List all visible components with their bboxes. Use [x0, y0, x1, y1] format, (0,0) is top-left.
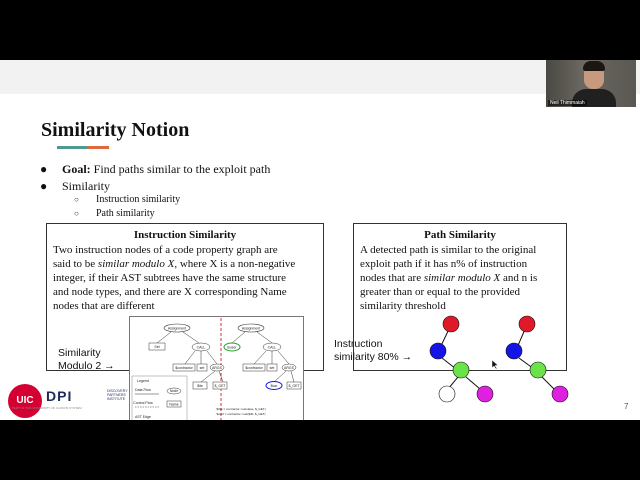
path-line-5: similarity threshold	[360, 300, 446, 312]
node-label: $contractor	[245, 365, 263, 370]
sub-bullet-path-text: Path similarity	[96, 208, 155, 219]
instruction-line-2: said to be similar modulo X, where X is a non-negative	[53, 258, 296, 270]
path-similarity-text	[360, 243, 560, 313]
node-label: Assignment	[241, 326, 261, 331]
similarity-note-line-1: Similarity	[58, 347, 101, 359]
sub-bullet-instruction-text: Instruction similarity	[96, 194, 181, 205]
path-graph	[420, 314, 580, 414]
title-underline-teal	[57, 146, 87, 149]
legend-title: Legend	[137, 379, 149, 383]
logo-group	[8, 382, 138, 420]
ast-subtree-diagram	[129, 316, 304, 420]
node-label: $ite	[197, 383, 203, 388]
legend-name: Name	[169, 402, 179, 407]
graph-node-green-left	[453, 362, 469, 378]
instruction-line-3: integer, if their AST subtrees have the same structure	[53, 272, 287, 284]
slide	[0, 60, 640, 420]
bullet-dot-icon: ●	[40, 179, 48, 193]
node-label: Assignment	[167, 326, 187, 331]
bullet-dot-icon: ●	[40, 162, 48, 176]
webcam-person-hair	[583, 61, 605, 71]
mouse-cursor-icon	[492, 360, 500, 370]
sub-bullet-instruction	[74, 194, 180, 205]
node-label: ARGS	[284, 365, 294, 370]
dpi-logo: DPI	[46, 388, 73, 404]
node-label: CALL	[196, 345, 206, 350]
bullet-similarity-text: Similarity	[62, 179, 110, 193]
node-label: $var	[270, 383, 278, 388]
webcam-name-label: Neil Thimmaiah	[550, 100, 585, 106]
legend-control-flow: Control Flow	[133, 401, 153, 405]
graph-node-red-right	[519, 316, 535, 332]
dpi-subtitle: DISCOVERY PARTNERS INSTITUTE	[107, 389, 128, 401]
bullet-goal	[40, 162, 270, 177]
node-label: $_GET	[288, 383, 300, 388]
path-line-2: exploit path if it has n% of instruction	[360, 258, 528, 270]
graph-edge	[542, 377, 554, 389]
path-line-1: A detected path is similar to the original	[360, 244, 537, 256]
graph-node-magenta-left	[477, 386, 493, 402]
uic-subtitle: PART OF THE UNIVERSITY OF ILLINOIS SYSTEM	[12, 406, 82, 410]
path-line-3: nodes that are similar modulo X and n is	[360, 272, 538, 284]
instruction-similarity-text	[53, 243, 317, 313]
instruction-similarity-title: Instruction Similarity	[133, 229, 237, 241]
instruction-line-1: Two instruction nodes of a code property graph are	[53, 244, 278, 256]
webcam-thumbnail	[546, 60, 636, 107]
legend-node: Node	[169, 389, 179, 393]
instruction-line-4: and node types, and there are X corresponding Name	[53, 286, 287, 298]
node-label: Buser	[227, 345, 237, 350]
uic-logo: UIC	[8, 384, 42, 418]
bullet-goal-label: Goal:	[62, 162, 91, 176]
node-label: CALL	[267, 345, 277, 350]
diagram-code-line-2: $conf = contractor->set($db, $_GET)	[216, 412, 266, 416]
node-label: Set	[154, 344, 160, 349]
diagram-code-line-1: $this = contractor->setvalue, $_GET}	[216, 407, 266, 411]
similarity-modulo-note	[58, 347, 115, 373]
title-underline-orange	[87, 146, 109, 149]
graph-node-red-left	[443, 316, 459, 332]
similarity-note-line-2: Modulo 2 →	[58, 360, 115, 372]
node-label: $_GET	[214, 383, 226, 388]
graph-edge	[466, 377, 480, 389]
node-label: set	[269, 365, 275, 370]
sub-bullet-circle-icon: ○	[74, 195, 79, 204]
node-label: set	[199, 365, 205, 370]
slide-number: 7	[624, 402, 629, 411]
path-line-4: greater than or equal to the provided	[360, 286, 521, 298]
node-label: ARGS	[212, 365, 222, 370]
instruction-note-line-1: Instruction	[334, 338, 383, 350]
graph-node-blue-right	[506, 343, 522, 359]
instruction-similarity-note	[334, 338, 412, 364]
slide-header-band	[0, 60, 640, 94]
instruction-line-5: nodes that are different	[53, 300, 155, 312]
path-similarity-title: Path Similarity	[424, 229, 496, 241]
graph-node-white-left	[439, 386, 455, 402]
graph-node-green-right	[530, 362, 546, 378]
node-label: $contractor	[175, 365, 193, 370]
graph-node-magenta-right	[552, 386, 568, 402]
video-top-letterbox	[0, 0, 640, 60]
slide-title: Similarity Notion	[41, 119, 190, 141]
bullet-similarity	[40, 179, 110, 194]
video-bottom-letterbox	[0, 420, 640, 480]
bullet-goal-text: Find paths similar to the exploit path	[90, 162, 271, 176]
graph-node-blue-left	[430, 343, 446, 359]
legend-data-flow: Data Flow	[135, 388, 151, 392]
legend-ast-edge: AST Edge	[135, 415, 151, 419]
instruction-note-line-2: similarity 80% →	[334, 351, 413, 363]
sub-bullet-circle-icon: ○	[74, 209, 79, 218]
sub-bullet-path	[74, 208, 155, 219]
